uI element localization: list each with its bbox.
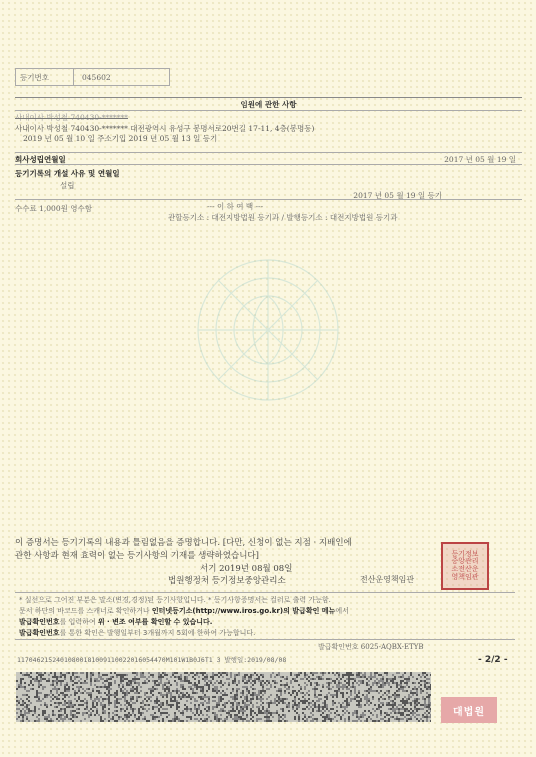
barcode-number-text: 11704621524010800181009110022016054470M101W1B0J6T1 3 발행일:2019/08/08 (17, 656, 287, 664)
notice-line-2-b: 인터넷등기소(http://www.iros.go.kr)의 발급확인 메뉴 (151, 607, 336, 615)
certification-line-2: 관한 사항과 현재 효력이 없는 등기사항의 기재를 생략하였습니다] (15, 551, 259, 561)
opening-reason: 설립 (60, 181, 75, 190)
notice-line-4 (19, 628, 255, 638)
notice-box (15, 592, 515, 640)
notice-line-3-b: 를 입력하여 (59, 618, 98, 626)
registration-label: 등기번호 (16, 69, 74, 85)
notice-line-4-b: 를 통한 확인은 발행일부터 3개월까지 5회에 한하여 가능합니다. (59, 629, 256, 637)
seal-text: 등기정보 중앙관리 소전산운 영책임관 (451, 549, 479, 581)
notice-line-2-c: 에서 (335, 607, 349, 615)
registry-office-text: 관할등기소 : 대전지방법원 등기과 / 발행등기소 : 대전지방법원 등기과 (168, 213, 398, 222)
notice-line-2-a: 문서 하단의 바코드를 스캐너로 확인하거나 (19, 607, 152, 615)
deleted-officer-text: 사내이사 박성철 740430-******* (15, 113, 128, 122)
opening-label: 등기기록의 개설 사유 및 연월일 (15, 169, 120, 178)
certification-line-1: 이 증명서는 등기기록의 내용과 틀림없음을 증명합니다. [다만, 신청이 없는 지점 · 지배인에 (15, 538, 352, 548)
certification-officer: 전산운영책임관 (360, 575, 415, 584)
registration-number-box (15, 68, 170, 86)
court-emblem-watermark (168, 250, 368, 410)
deleted-officer-entry (15, 112, 128, 123)
notice-line-3 (19, 617, 212, 627)
opening-date: 2017 년 05 월 19 일 등기 (353, 191, 442, 200)
officer-appointment-text: 2019 년 05 월 10 일 주소기입 2019 년 05 월 13 일 등기 (23, 134, 218, 143)
current-officer-entry: 사내이사 박성철 740430-******* 대전광역시 유성구 봉명서로20번길 17-11, 4층(봉명동) (15, 124, 315, 133)
establishment-date: 2017 년 05 월 19 일 (444, 155, 516, 164)
page-number: - 2/2 - (478, 655, 508, 665)
establishment-label: 회사성립연월일 (15, 155, 66, 164)
notice-line-2 (19, 606, 349, 616)
document-barcode-image (16, 672, 431, 722)
issue-confirmation-number: 발급확인번호 6025-AQBX-ETYB (318, 643, 424, 651)
notice-line-3-a: 발급확인번호 (19, 618, 60, 626)
notice-line-1: * 실선으로 그어진 부분은 말소(변경,경정)된 등기사항입니다. * 등기사항증명서는 컬러로 출력 가능함. (19, 596, 331, 604)
below-blank-text: --- 이 하 여 백 --- (207, 202, 264, 211)
supreme-court-stamp: 대법원 (441, 697, 497, 723)
officer-appointment-dates (23, 133, 217, 144)
official-seal (441, 542, 489, 590)
certification-organization: 법원행정처 등기정보중앙관리소 (168, 576, 286, 586)
certification-date: 서기 2019년 08월 08일 (200, 564, 293, 574)
registration-number: 045602 (82, 72, 111, 82)
notice-line-3-c: 위 · 변조 여부를 확인할 수 있습니다. (97, 618, 213, 626)
establishment-row (15, 153, 522, 165)
officer-section (15, 97, 522, 153)
register-opening-row (15, 167, 522, 200)
divider (15, 110, 522, 111)
notice-line-4-a: 발급확인번호 (19, 629, 60, 637)
strike-line (15, 118, 128, 119)
officer-section-title: 임원에 관한 사항 (240, 100, 297, 109)
fee-text: 수수료 1,000원 영수함 (15, 204, 92, 213)
